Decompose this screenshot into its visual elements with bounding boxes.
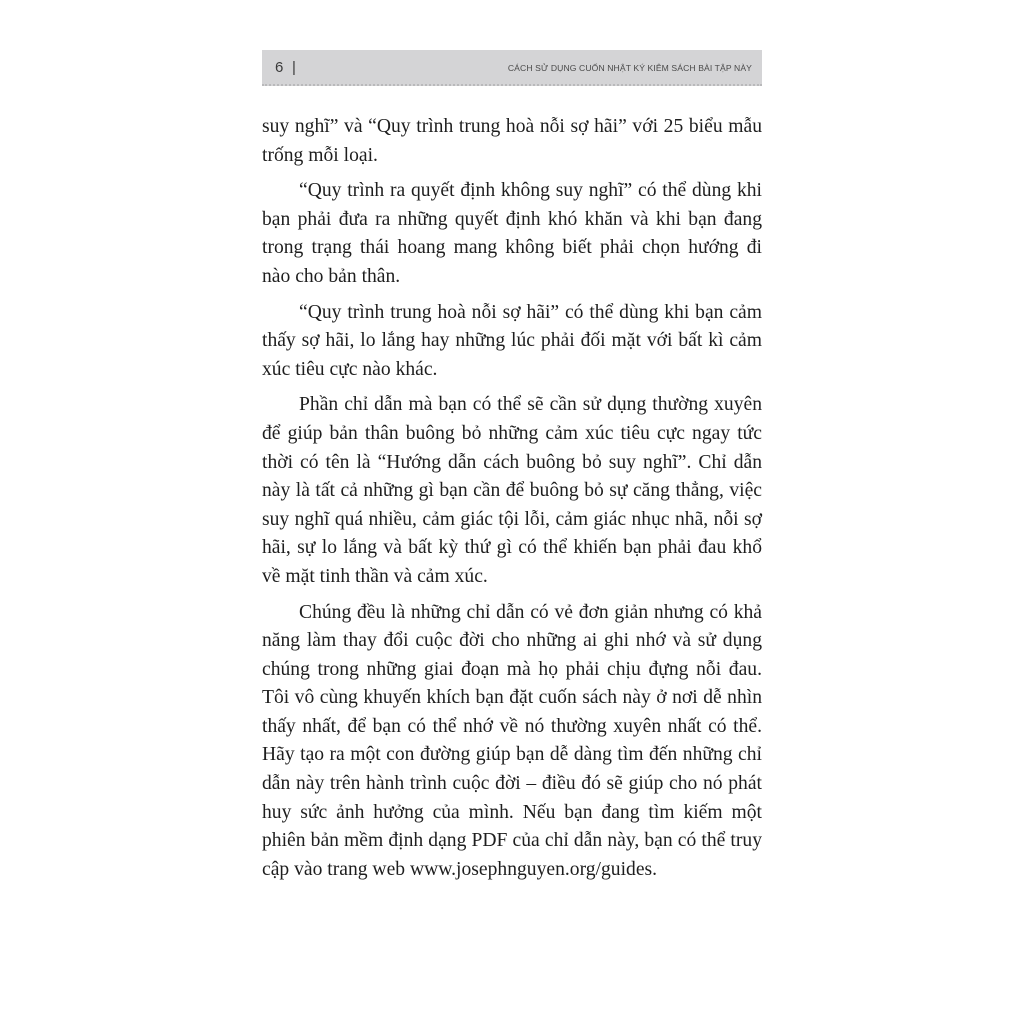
paragraph-2: “Quy trình ra quyết định không suy nghĩ” có thể dùng khi bạn phải đưa ra những quyết định khó khăn và khi bạn đang trong trạng thái hoang mang không biết phải chọn hướng đi nào cho bản thân. — [262, 180, 762, 287]
header-separator: | — [292, 59, 296, 76]
page-header — [262, 50, 762, 86]
body-text — [262, 113, 762, 891]
page-number: 6 — [275, 59, 284, 76]
paragraph-1: suy nghĩ” và “Quy trình trung hoà nỗi sợ hãi” với 25 biểu mẫu trống mỗi loại. — [262, 116, 762, 166]
running-title: CÁCH SỬ DỤNG CUỐN NHẬT KÝ KIÊM SÁCH BÀI TẬP NÀY — [507, 63, 752, 73]
paragraph-5: Chúng đều là những chỉ dẫn có vẻ đơn giản nhưng có khả năng làm thay đổi cuộc đời cho những ai ghi nhớ và sử dụng chúng trong những giai đoạn mà họ phải chịu đựng nỗi đau. Tôi vô cùng khuyến khích bạn đặt cuốn sách này ở nơi dễ nhìn thấy nhất, để bạn có thể nhớ về nó thường xuyên nhất có thể. Hãy tạo ra một con đường giúp bạn dễ dàng tìm đến những chỉ dẫn này trên hành trình cuộc đời – điều đó sẽ giúp cho nó phát huy sức ảnh hưởng của mình. Nếu bạn đang tìm kiếm một phiên bản mềm định dạng PDF của chỉ dẫn này, bạn có thể truy cập vào trang web www.josephnguyen.org/guides. — [262, 601, 762, 880]
paragraph-4: Phần chỉ dẫn mà bạn có thể sẽ cần sử dụng thường xuyên để giúp bản thân buông bỏ những cảm xúc tiêu cực ngay tức thời có tên là “Hướng dẫn cách buông bỏ suy nghĩ”. Chỉ dẫn này là tất cả những gì bạn cần để buông bỏ sự căng thẳng, việc suy nghĩ quá nhiều, cảm giác tội lỗi, cảm giác nhục nhã, nỗi sợ hãi, sự lo lắng và bất kỳ thứ gì có thể khiến bạn phải đau khổ về mặt tinh thần và cảm xúc. — [262, 394, 762, 587]
paragraph-3: “Quy trình trung hoà nỗi sợ hãi” có thể dùng khi bạn cảm thấy sợ hãi, lo lắng hay những lúc phải đối mặt với bất kì cảm xúc tiêu cực nào khác. — [262, 301, 762, 380]
